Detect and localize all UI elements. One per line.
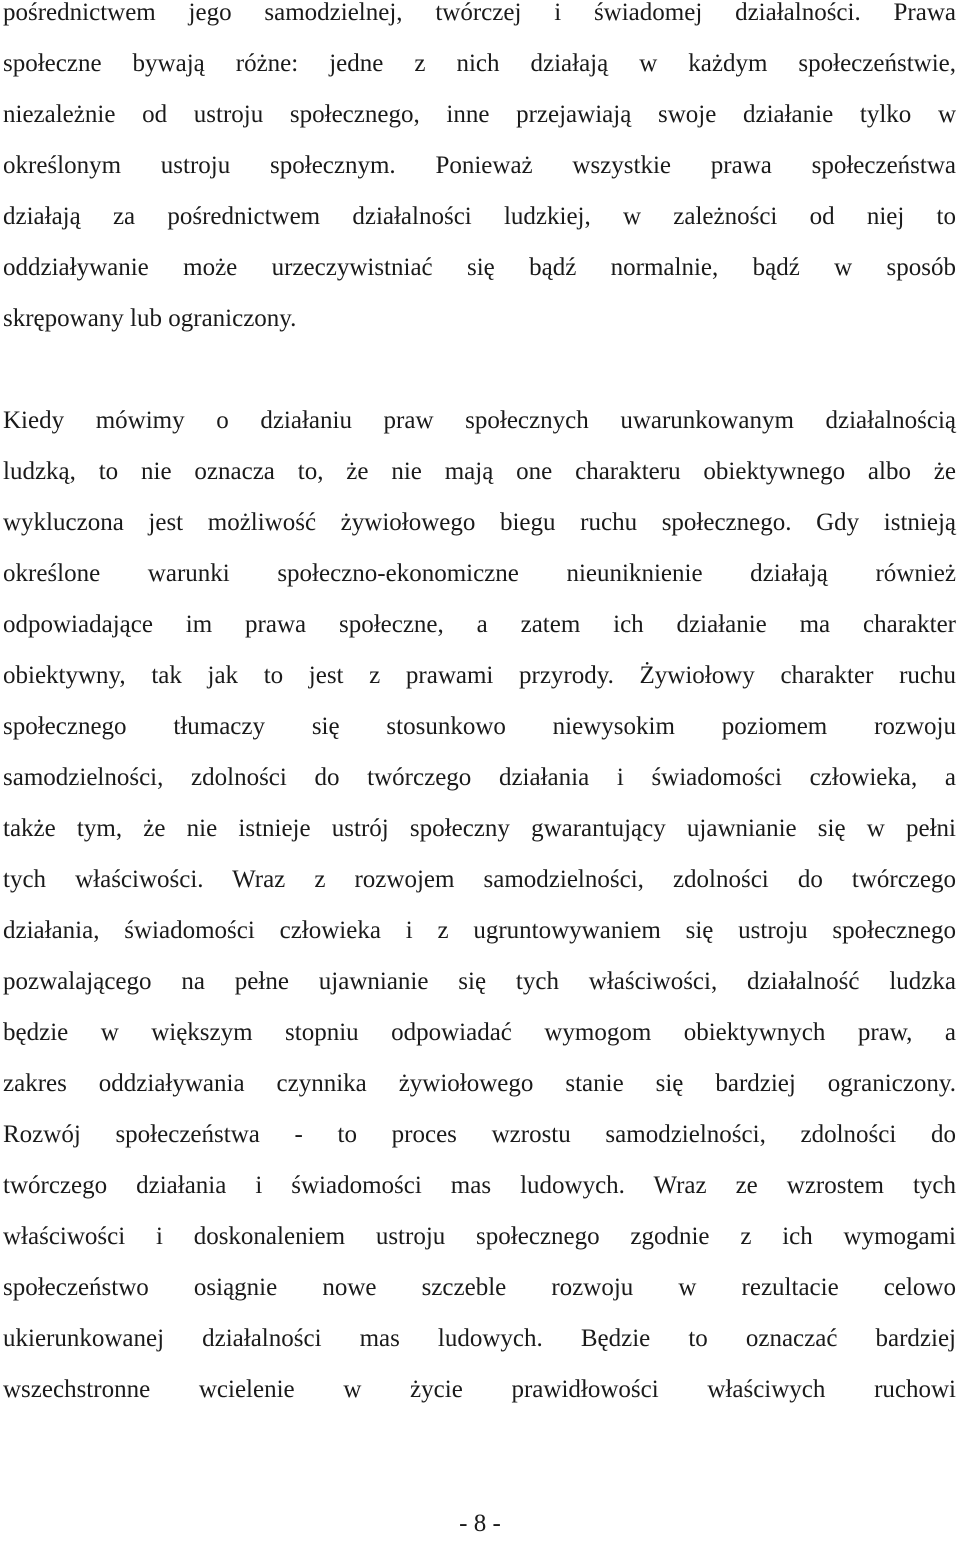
text-line: ukierunkowanej działalności mas ludowych. Będzie to oznaczać bardziej	[3, 1325, 956, 1352]
text-line: społeczeństwo osiągnie nowe szczeble rozwoju w rezultacie celowo	[3, 1274, 956, 1301]
text-line: społeczne bywają różne: jedne z nich działają w każdym społeczeństwie,	[3, 50, 956, 77]
paragraph-1	[3, 0, 956, 344]
text-line: wszechstronne wcielenie w życie prawidłowości właściwych ruchowi	[3, 1376, 956, 1403]
text-line: twórczego działania i świadomości mas ludowych. Wraz ze wzrostem tych	[3, 1172, 956, 1199]
text-line: działania, świadomości człowieka i z ugruntowywaniem się ustroju społecznego	[3, 917, 956, 944]
text-line: samodzielności, zdolności do twórczego działania i świadomości człowieka, a	[3, 764, 956, 791]
text-line: ludzką, to nie oznacza to, że nie mają one charakteru obiektywnego albo że	[3, 458, 956, 485]
text-line: wykluczona jest możliwość żywiołowego biegu ruchu społecznego. Gdy istnieją	[3, 509, 956, 536]
text-line: oddziaływanie może urzeczywistniać się bądź normalnie, bądź w sposób	[3, 254, 956, 281]
text-line: pośrednictwem jego samodzielnej, twórczej i świadomej działalności. Prawa	[3, 0, 956, 26]
text-line: działają za pośrednictwem działalności ludzkiej, w zależności od niej to	[3, 203, 956, 230]
text-line: określonym ustroju społecznym. Ponieważ wszystkie prawa społeczeństwa	[3, 152, 956, 179]
text-line: pozwalającego na pełne ujawnianie się tych właściwości, działalność ludzka	[3, 968, 956, 995]
page-number: - 8 -	[459, 1510, 501, 1537]
text-line: także tym, że nie istnieje ustrój społeczny gwarantujący ujawnianie się w pełni	[3, 815, 956, 842]
paragraph-2	[3, 395, 956, 1415]
text-line: społecznego tłumaczy się stosunkowo niewysokim poziomem rozwoju	[3, 713, 956, 740]
text-line: skrępowany lub ograniczony.	[3, 305, 297, 332]
text-line: będzie w większym stopniu odpowiadać wymogom obiektywnych praw, a	[3, 1019, 956, 1046]
text-line: odpowiadające im prawa społeczne, a zatem ich działanie ma charakter	[3, 611, 956, 638]
text-line: Rozwój społeczeństwa - to proces wzrostu samodzielności, zdolności do	[3, 1121, 956, 1148]
text-line: określone warunki społeczno-ekonomiczne nieuniknienie działają również	[3, 560, 956, 587]
text-line: Kiedy mówimy o działaniu praw społecznych uwarunkowanym działalnością	[3, 407, 956, 434]
text-line: tych właściwości. Wraz z rozwojem samodzielności, zdolności do twórczego	[3, 866, 956, 893]
text-line: obiektywny, tak jak to jest z prawami przyrody. Żywiołowy charakter ruchu	[3, 662, 956, 689]
text-line: niezależnie od ustroju społecznego, inne przejawiają swoje działanie tylko w	[3, 101, 956, 128]
text-line: zakres oddziaływania czynnika żywiołowego stanie się bardziej ograniczony.	[3, 1070, 956, 1097]
text-line: właściwości i doskonaleniem ustroju społecznego zgodnie z ich wymogami	[3, 1223, 956, 1250]
